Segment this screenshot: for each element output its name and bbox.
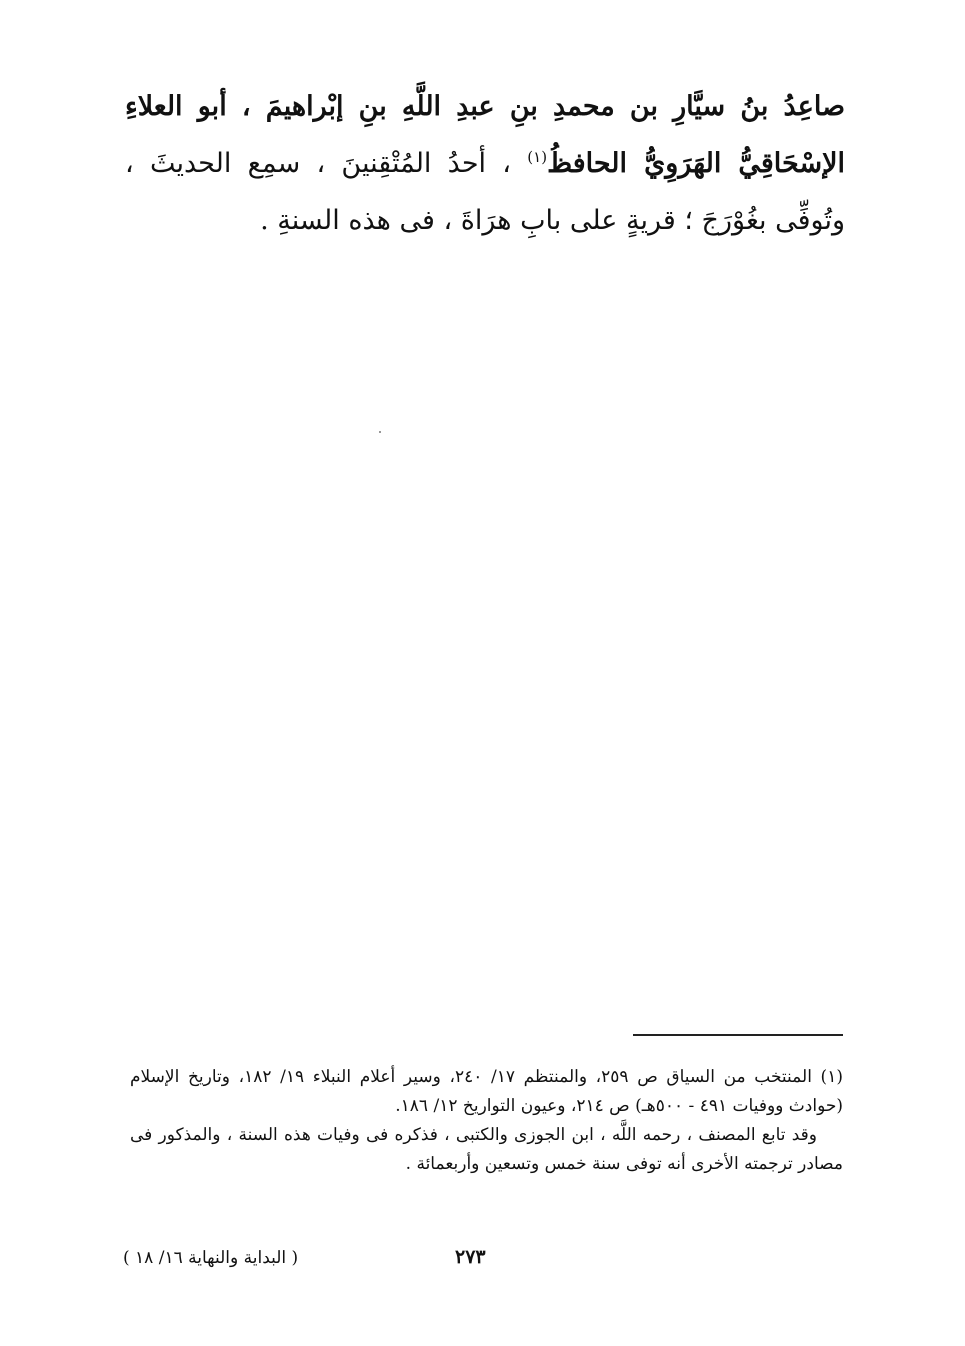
running-title: ( البداية والنهاية ١٦/ ١٨ ) <box>123 1248 299 1268</box>
footnote-separator <box>633 1034 843 1036</box>
page-number: ٢٧٣ <box>455 1246 486 1268</box>
scan-speck <box>379 431 381 433</box>
footnote-reference[interactable]: (١) <box>527 148 548 166</box>
footnotes <box>130 1063 843 1179</box>
page-footer <box>0 1246 965 1276</box>
footnote-1: (١) المنتخب من السياق ص ٢٥٩، والمنتظم ١٧/ ٢٤٠، وسير أعلام النبلاء ١٩/ ١٨٢، وتاريخ الإسلام (حوادث ووفيات ٤٩١ - ٥٠٠هـ) ص ٢١٤، وعيون التواريخ ١٢/ ١٨٦. <box>130 1067 843 1116</box>
biography-entry <box>125 78 845 249</box>
entry-name: صاعِدُ بنُ سيَّارِ بن محمدِ بنِ عبدِ اللَّهِ بنِ إبْراهيمَ ، أبو العلاءِ الإسْحَاقِيُّ الهَرَوِيُّ الحافظُ <box>125 91 845 179</box>
footnote-1-continuation: وقد تابع المصنف ، رحمه اللَّه ، ابن الجوزى والكتبى ، فذكره فى وفيات هذه السنة ، والمذكور فى مصادر ترجمته الأخرى أنه توفى سنة خمس وتسعين وأربعمائة . <box>130 1125 843 1174</box>
entry-body: ، أحدُ المُتْقِنينَ ، سمِع الحديثَ ، وتُوفِّى بغُوْرَجَ ؛ قريةٍ على بابِ هرَاةَ ، فى هذه السنةِ . <box>125 148 845 236</box>
